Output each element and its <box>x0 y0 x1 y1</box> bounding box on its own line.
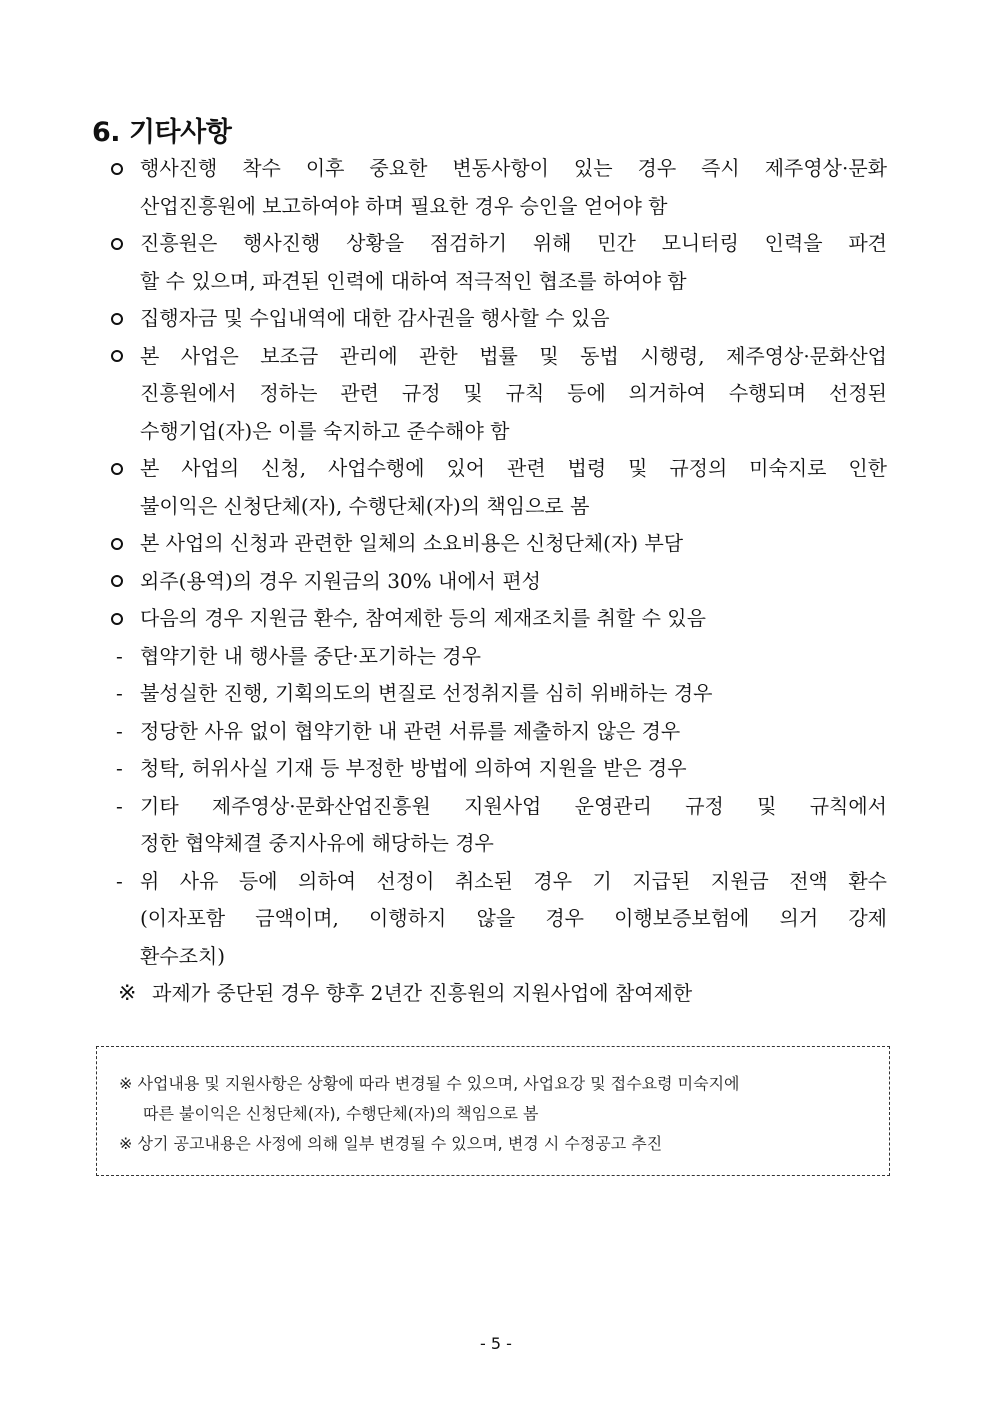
item-text <box>140 863 887 976</box>
text-line: 산업진흥원에 보고하여야 하며 필요한 경우 승인을 얻어야 함 <box>140 193 668 218</box>
text-line: 환수조치) <box>140 943 226 968</box>
page-number: - 5 - <box>480 1334 512 1353</box>
circle-bullet-icon <box>106 300 128 337</box>
text-line: (이자포함 금액이며, 이행하지 않을 경우 이행보증보험에 의거 강제 <box>140 906 887 930</box>
notice-line: 따른 불이익은 신청단체(자), 수행단체(자)의 책임으로 봄 <box>143 1104 539 1123</box>
item-text <box>140 563 887 601</box>
notice-box <box>96 1046 890 1176</box>
dash-marker: - <box>116 756 123 780</box>
reference-mark-icon: ※ <box>118 981 137 1006</box>
item-text <box>140 338 887 451</box>
text-line: 행사진행 착수 이후 중요한 변동사항이 있는 경우 즉시 제주영상·문화 <box>140 156 887 180</box>
text-line: 본 사업은 보조금 관리에 관한 법률 및 동법 시행령, 제주영상·문화산업 <box>140 343 887 368</box>
text-line: 본 사업의 신청, 사업수행에 있어 관련 법령 및 규정의 미숙지로 인한 <box>140 456 887 480</box>
item-text <box>152 975 852 1013</box>
text-line: 기타 제주영상·문화산업진흥원 지원사업 운영관리 규정 및 규칙에서 <box>140 793 887 818</box>
section-title: 6. 기타사항 <box>92 117 232 148</box>
circle-bullet-icon <box>106 563 128 600</box>
item-text <box>140 225 887 300</box>
item-text <box>140 638 887 676</box>
circle-bullet-icon <box>106 225 128 262</box>
text-line: 수행기업(자)은 이를 숙지하고 준수해야 함 <box>140 418 510 443</box>
item-text <box>140 300 887 338</box>
circle-bullet-icon <box>106 338 128 375</box>
text-line: 진흥원에서 정하는 관련 규정 및 규칙 등에 의거하여 수행되며 선정된 <box>140 381 887 405</box>
text-line: 청탁, 허위사실 기재 등 부정한 방법에 의하여 지원을 받은 경우 <box>140 756 687 780</box>
text-line: 협약기한 내 행사를 중단·포기하는 경우 <box>140 643 481 668</box>
text-line: 외주(용역)의 경우 지원금의 30% 내에서 편성 <box>140 568 541 593</box>
dash-marker: - <box>116 868 123 893</box>
text-line: 과제가 중단된 경우 향후 2년간 진흥원의 지원사업에 참여제한 <box>152 981 693 1005</box>
text-line: 정한 협약체결 중지사유에 해당하는 경우 <box>140 831 494 855</box>
circle-bullet-icon <box>106 600 128 637</box>
text-line: 다음의 경우 지원금 환수, 참여제한 등의 제재조치를 취할 수 있음 <box>140 606 706 630</box>
text-line: 위 사유 등에 의하여 선정이 취소된 경우 기 지급된 지원금 전액 환수 <box>140 868 887 893</box>
circle-bullet-icon <box>106 450 128 487</box>
item-text <box>140 788 887 863</box>
text-line: 집행자금 및 수입내역에 대한 감사권을 행사할 수 있음 <box>140 306 610 330</box>
notice-line: ※ 상기 공고내용은 사정에 의해 일부 변경될 수 있으며, 변경 시 수정공고 추진 <box>119 1134 663 1153</box>
item-text <box>140 450 887 525</box>
item-text <box>140 713 887 751</box>
item-text <box>140 600 887 638</box>
dash-marker: - <box>116 718 123 743</box>
dash-marker: - <box>116 793 123 818</box>
text-line: 진흥원은 행사진행 상황을 점검하기 위해 민간 모니터링 인력을 파견 <box>140 231 887 255</box>
notice-line: ※ 사업내용 및 지원사항은 상황에 따라 변경될 수 있으며, 사업요강 및 접수요령 미숙지에 <box>119 1074 740 1093</box>
item-text <box>140 750 887 788</box>
circle-bullet-icon <box>106 525 128 562</box>
text-line: 할 수 있으며, 파견된 인력에 대하여 적극적인 협조를 하여야 함 <box>140 268 687 293</box>
item-text <box>140 525 887 563</box>
text-line: 정당한 사유 없이 협약기한 내 관련 서류를 제출하지 않은 경우 <box>140 718 681 743</box>
text-line: 불성실한 진행, 기획의도의 변질로 선정취지를 심히 위배하는 경우 <box>140 681 713 705</box>
item-text <box>140 150 887 225</box>
dash-marker: - <box>116 643 123 668</box>
dash-marker: - <box>116 681 123 705</box>
circle-bullet-icon <box>106 150 128 187</box>
text-line: 본 사업의 신청과 관련한 일체의 소요비용은 신청단체(자) 부담 <box>140 531 684 555</box>
text-line: 불이익은 신청단체(자), 수행단체(자)의 책임으로 봄 <box>140 493 590 518</box>
item-text <box>140 675 887 713</box>
